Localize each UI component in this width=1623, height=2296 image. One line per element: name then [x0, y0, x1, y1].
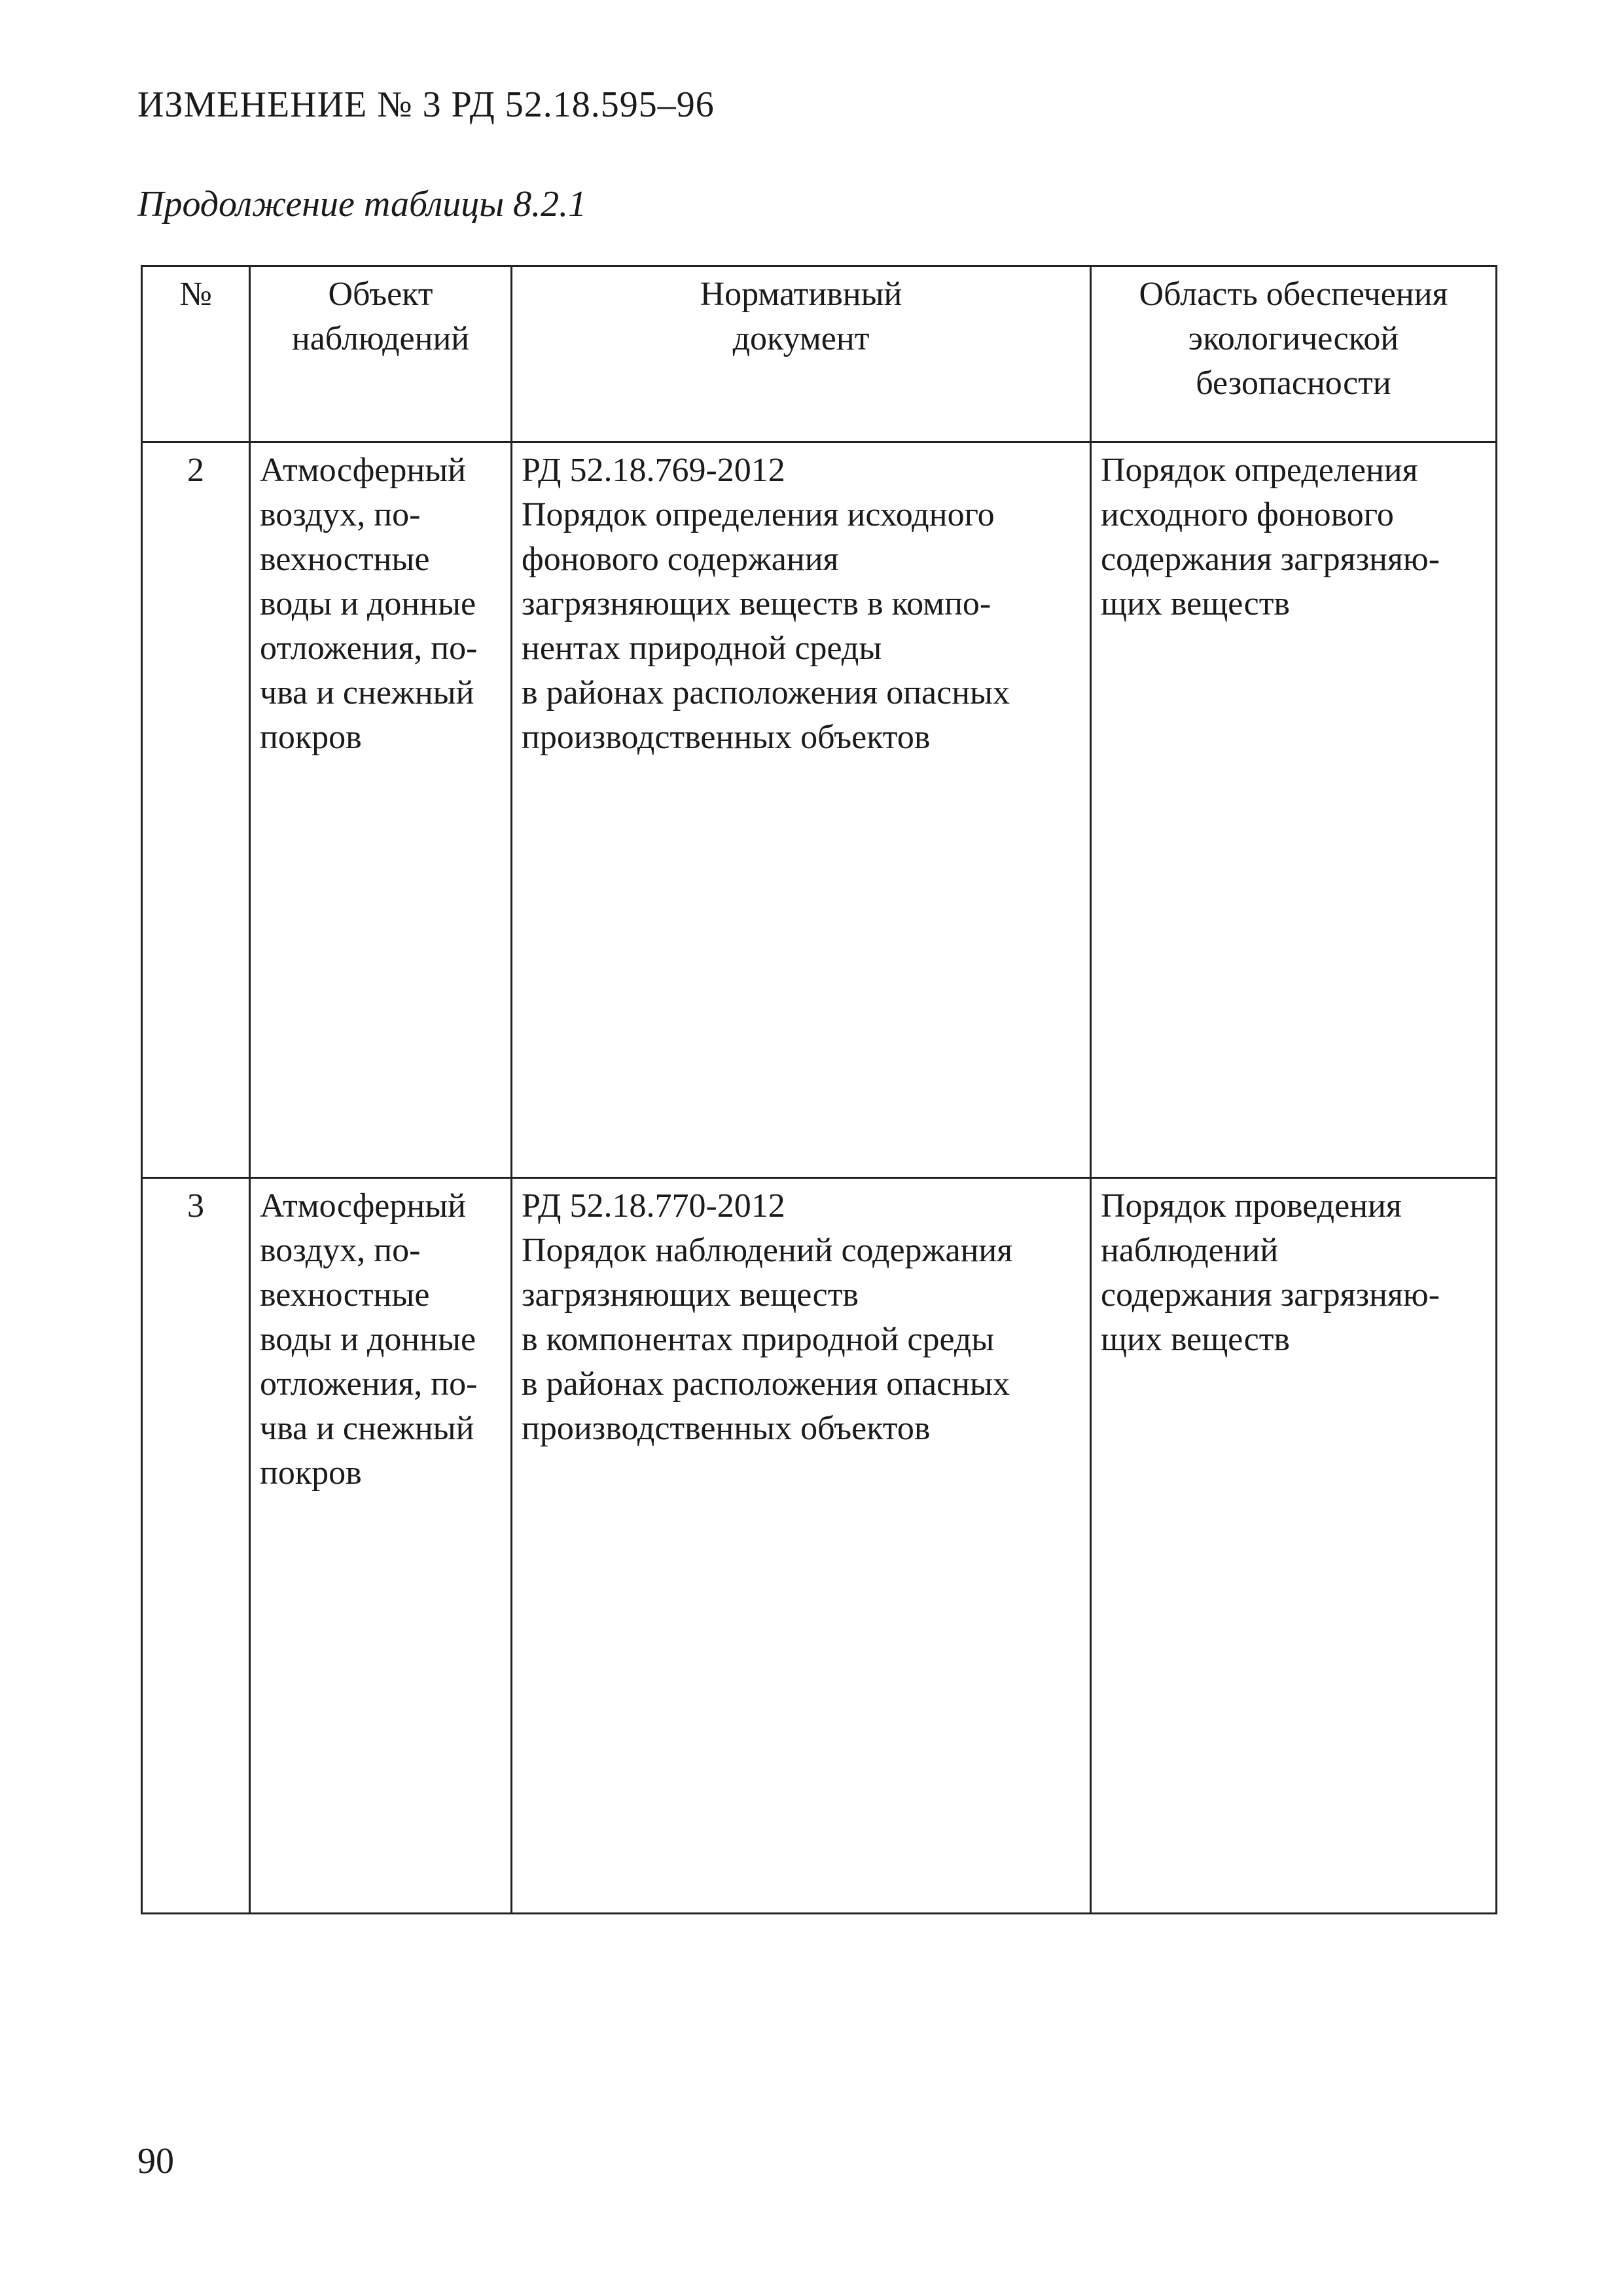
table-header-row	[142, 266, 1497, 442]
object-line: Атмосферный	[260, 452, 466, 489]
document-line: РД 52.18.769-2012	[522, 452, 785, 489]
header-line: Область обеспечения	[1139, 276, 1448, 313]
object-line: чва и снежный	[260, 1410, 474, 1447]
table-row	[142, 1178, 1497, 1914]
normative-documents-table	[141, 265, 1497, 1914]
document-header: ИЗМЕНЕНИЕ № 3 РД 52.18.595–96	[137, 84, 715, 125]
document-line: фонового содержания	[522, 541, 839, 578]
scope-line: щих веществ	[1101, 585, 1290, 622]
header-line: №	[179, 276, 212, 313]
column-header-scope	[1091, 266, 1497, 442]
document-line: нентах природной среды	[522, 630, 882, 667]
object-line: отложения, по-	[260, 630, 478, 667]
document-line: Порядок определения исходного	[522, 496, 995, 533]
header-line: Объект	[328, 276, 433, 313]
scope-line: содержания загрязняю-	[1101, 1276, 1440, 1314]
object-line: вехностные	[260, 541, 430, 578]
row-number: 3	[187, 1187, 204, 1225]
scope-line: наблюдений	[1101, 1232, 1279, 1269]
object-line: покров	[260, 719, 362, 756]
scope-line: исходного фонового	[1101, 496, 1394, 533]
object-line: воздух, по-	[260, 1232, 421, 1269]
document-line: в районах расположения опасных	[522, 674, 1010, 711]
page-number: 90	[137, 2141, 174, 2181]
row-number-cell	[142, 1178, 250, 1914]
table-caption: Продолжение таблицы 8.2.1	[137, 184, 587, 224]
scope-line: содержания загрязняю-	[1101, 541, 1440, 578]
object-line: покров	[260, 1454, 362, 1492]
object-line: воды и донные	[260, 1321, 476, 1358]
document-line: в районах расположения опасных	[522, 1365, 1010, 1403]
header-line: наблюдений	[291, 320, 470, 357]
object-line: чва и снежный	[260, 674, 474, 711]
object-line: вехностные	[260, 1276, 430, 1314]
object-cell	[250, 442, 512, 1178]
document-cell	[512, 442, 1091, 1178]
document-line: РД 52.18.770-2012	[522, 1187, 785, 1225]
document-line: производственных объектов	[522, 719, 931, 756]
header-line: безопасности	[1196, 365, 1391, 402]
document-cell	[512, 1178, 1091, 1914]
object-cell	[250, 1178, 512, 1914]
table-row	[142, 442, 1497, 1178]
object-line: отложения, по-	[260, 1365, 478, 1403]
header-line: Нормативный	[700, 276, 902, 313]
scope-cell	[1091, 1178, 1497, 1914]
document-line: в компонентах природной среды	[522, 1321, 995, 1358]
header-line: экологической	[1188, 320, 1399, 357]
row-number: 2	[187, 452, 204, 489]
document-line: производственных объектов	[522, 1410, 931, 1447]
object-line: воздух, по-	[260, 496, 421, 533]
scope-cell	[1091, 442, 1497, 1178]
row-number-cell	[142, 442, 250, 1178]
document-line: Порядок наблюдений содержания	[522, 1232, 1013, 1269]
document-line: загрязняющих веществ в компо-	[522, 585, 991, 622]
column-header-object	[250, 266, 512, 442]
object-line: Атмосферный	[260, 1187, 466, 1225]
column-header-document	[512, 266, 1091, 442]
document-line: загрязняющих веществ	[522, 1276, 859, 1314]
scope-line: Порядок определения	[1101, 452, 1418, 489]
header-line: документ	[732, 320, 870, 357]
object-line: воды и донные	[260, 585, 476, 622]
column-header-number	[142, 266, 250, 442]
scope-line: Порядок проведения	[1101, 1187, 1402, 1225]
scope-line: щих веществ	[1101, 1321, 1290, 1358]
